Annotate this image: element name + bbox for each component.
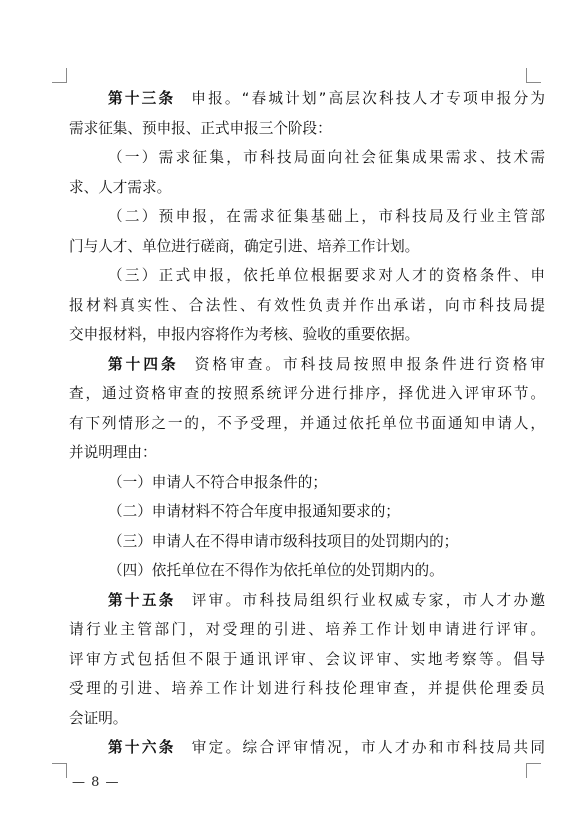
document-body <box>69 84 545 763</box>
article-15-line: 会证明。 <box>69 709 128 727</box>
article-13-line: 交申报材料，申报内容将作为考核、验收的重要依据。 <box>69 326 420 343</box>
crop-mark-top-right <box>526 68 541 83</box>
crop-mark-bottom-right <box>526 763 541 778</box>
article-13-line: （三）正式申报，依托单位根据要求对人才的资格条件、申 <box>108 267 545 284</box>
article-15-line: 受理的引进、培养工作计划进行科技伦理审查，并提供伦理委员 <box>69 680 545 697</box>
article-14-line: 第十四条 资格审查。市科技局按照申报条件进行资格审 <box>108 355 545 373</box>
page-number: — 8 — <box>72 775 120 790</box>
article-14-line: （三）申请人在不得申请市级科技项目的处罚期内的； <box>108 532 459 550</box>
article-14-line: （二）申请材料不符合年度申报通知要求的； <box>108 503 400 520</box>
article-13-line: 第十三条 申报。“春城计划”高层次科技人才专项申报分为 <box>108 90 545 107</box>
article-13-line: 求、人才需求。 <box>69 178 172 196</box>
article-13-line: （二）预申报，在需求征集基础上，市科技局及行业主管部 <box>108 208 545 225</box>
article-14-line: 并说明理由： <box>69 444 157 461</box>
article-14-line: （四）依托单位在不得作为依托单位的处罚期内的。 <box>108 562 444 579</box>
article-13-line: 门与人才、单位进行磋商，确定引进、培养工作计划。 <box>69 237 420 255</box>
crop-mark-bottom-left <box>52 763 67 778</box>
article-15-label: 第十五条 <box>108 591 176 609</box>
article-13-line: （一）需求征集，市科技局面向社会征集成果需求、技术需 <box>108 149 545 166</box>
article-16-label: 第十六条 <box>108 739 176 756</box>
article-14-label: 第十四条 <box>108 355 179 373</box>
crop-mark-top-left <box>52 68 67 83</box>
article-14-line: （一）申请人不符合申报条件的； <box>108 473 327 491</box>
article-15-line: 第十五条 评审。市科技局组织行业权威专家，市人才办邀 <box>108 591 545 609</box>
article-16-line: 第十六条 审定。综合评审情况，市人才办和市科技局共同 <box>108 739 545 756</box>
article-13-label: 第十三条 <box>108 90 176 107</box>
article-15-line: 请行业主管部门，对受理的引进、培养工作计划申请进行评审。 <box>69 621 545 638</box>
article-14-line: 查，通过资格审查的按照系统评分进行排序，择优进入评审环节。 <box>69 385 545 402</box>
article-14-line: 有下列情形之一的，不予受理，并通过依托单位书面通知申请人， <box>69 414 545 432</box>
article-13-line: 报材料真实性、合法性、有效性负责并作出承诺，向市科技局提 <box>69 296 545 314</box>
article-13-line: 需求征集、预申报、正式申报三个阶段： <box>69 119 332 137</box>
article-15-line: 评审方式包括但不限于通讯评审、会议评审、实地考察等。倡导 <box>69 650 545 668</box>
